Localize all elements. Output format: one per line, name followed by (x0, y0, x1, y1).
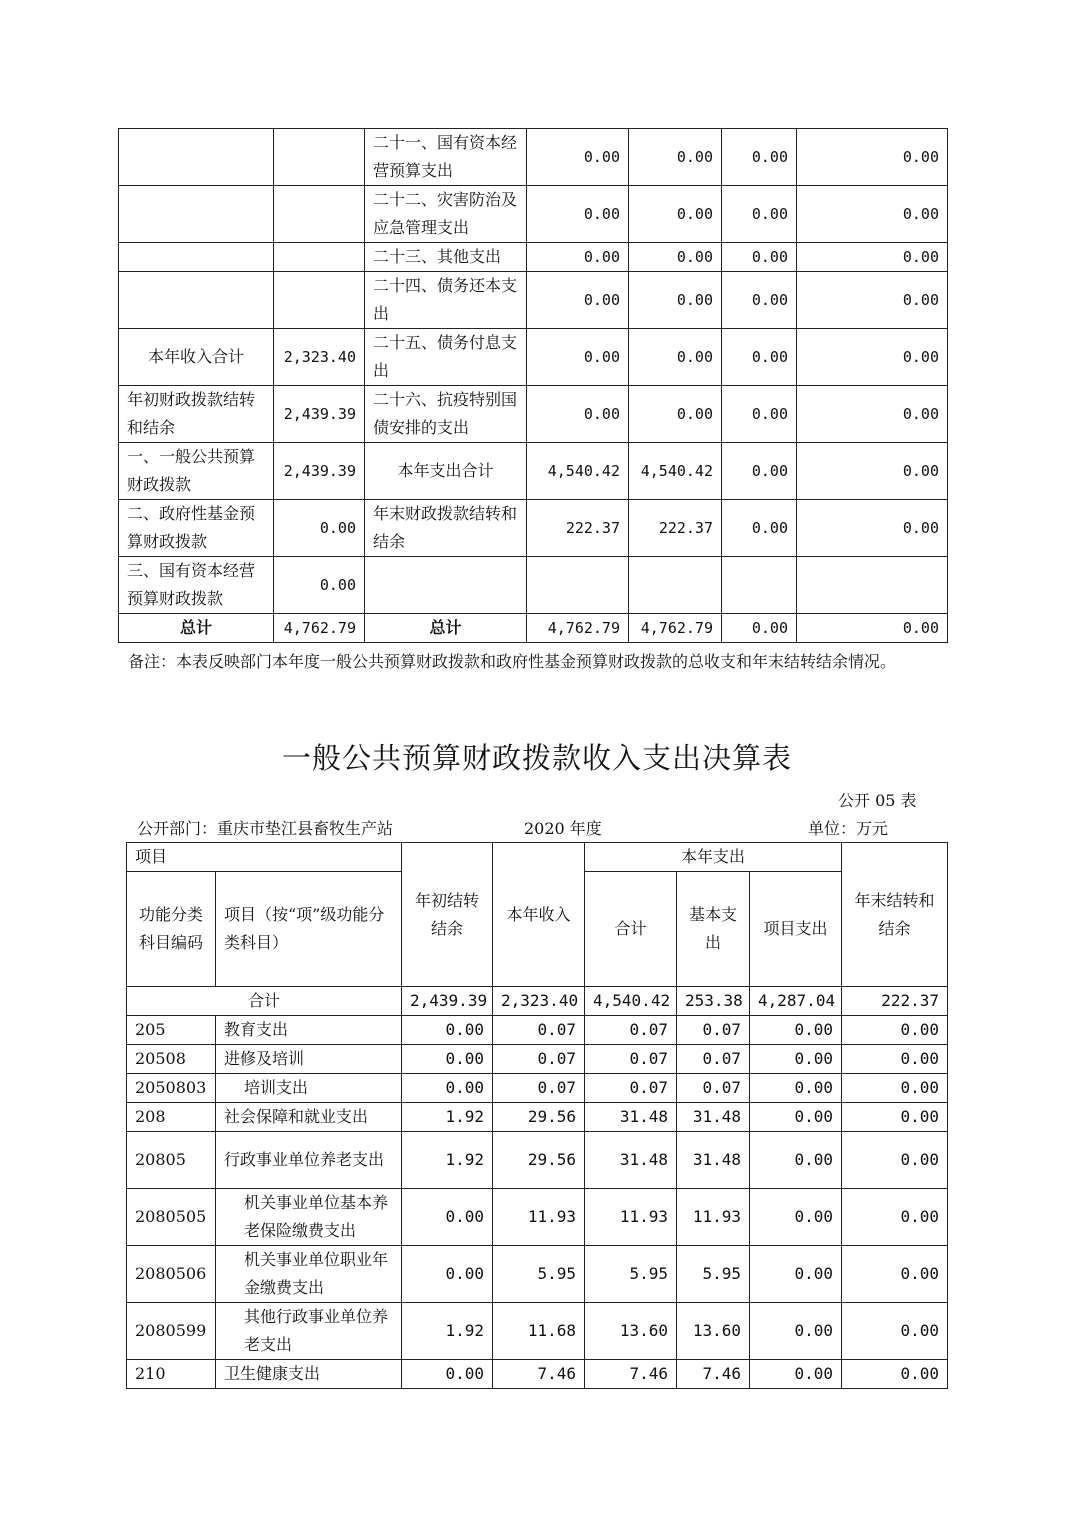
table-row (119, 329, 948, 386)
left-value: 0.00 (274, 557, 365, 614)
header-expense-group: 本年支出 (585, 843, 842, 872)
value-cell: 0.00 (527, 186, 629, 243)
value-cell: 0.07 (677, 1045, 750, 1074)
department-label: 公开部门：重庆市垫江县畜牧生产站 (137, 819, 394, 838)
table-row (127, 1016, 948, 1045)
right-label: 二十三、其他支出 (365, 243, 527, 272)
value-cell: 0.00 (722, 443, 797, 500)
value-cell: 7.46 (677, 1360, 750, 1389)
header-project: 项目支出 (750, 872, 842, 987)
value-cell: 31.48 (677, 1103, 750, 1132)
value-cell: 0.00 (750, 1103, 842, 1132)
fiscal-summary-table (118, 128, 948, 643)
header-code: 功能分类科目编码 (127, 872, 216, 987)
value-cell: 0.07 (585, 1016, 677, 1045)
left-value (274, 129, 365, 186)
value-cell: 253.38 (677, 987, 750, 1016)
value-cell: 0.00 (722, 329, 797, 386)
left-value: 2,439.39 (274, 443, 365, 500)
value-cell: 0.00 (797, 272, 948, 329)
value-cell: 0.00 (797, 329, 948, 386)
value-cell: 0.07 (493, 1074, 585, 1103)
total-value: 4,762.79 (274, 614, 365, 643)
value-cell: 0.00 (527, 386, 629, 443)
name-cell: 机关事业单位基本养老保险缴费支出 (216, 1189, 402, 1246)
table-row (119, 443, 948, 500)
value-cell: 222.37 (842, 987, 948, 1016)
value-cell: 0.00 (797, 186, 948, 243)
name-cell: 培训支出 (216, 1074, 402, 1103)
table-row (119, 272, 948, 329)
value-cell: 0.00 (797, 443, 948, 500)
value-cell: 0.07 (585, 1045, 677, 1074)
header-name: 项目（按“项”级功能分类科目） (216, 872, 402, 987)
value-cell: 0.00 (842, 1132, 948, 1189)
header-basic: 基本支出 (677, 872, 750, 987)
value-cell: 0.07 (677, 1074, 750, 1103)
left-value (274, 243, 365, 272)
value-cell: 2,439.39 (402, 987, 493, 1016)
value-cell (527, 557, 629, 614)
value-cell: 0.00 (629, 386, 722, 443)
table-row (127, 1045, 948, 1074)
value-cell: 0.00 (722, 272, 797, 329)
header-opening: 年初结转结余 (402, 843, 493, 987)
code-cell: 210 (127, 1360, 216, 1389)
name-cell: 机关事业单位职业年金缴费支出 (216, 1246, 402, 1303)
value-cell: 13.60 (677, 1303, 750, 1360)
name-cell: 进修及培训 (216, 1045, 402, 1074)
value-cell: 0.00 (797, 129, 948, 186)
value-cell: 0.00 (750, 1132, 842, 1189)
right-label: 本年支出合计 (365, 443, 527, 500)
value-cell: 7.46 (493, 1360, 585, 1389)
table-row (127, 1303, 948, 1360)
fiscal-year: 2020 年度 (524, 819, 602, 838)
unit-label: 单位：万元 (808, 819, 889, 838)
value-cell: 0.00 (722, 500, 797, 557)
value-cell: 0.00 (750, 1246, 842, 1303)
value-cell: 0.00 (722, 386, 797, 443)
value-cell: 0.00 (842, 1103, 948, 1132)
header-income: 本年收入 (493, 843, 585, 987)
code-cell: 2080505 (127, 1189, 216, 1246)
sum-label: 合计 (127, 987, 402, 1016)
value-cell: 4,540.42 (629, 443, 722, 500)
value-cell: 0.07 (677, 1016, 750, 1045)
value-cell: 29.56 (493, 1103, 585, 1132)
value-cell: 0.00 (842, 1189, 948, 1246)
value-cell: 0.00 (750, 1074, 842, 1103)
value-cell: 0.00 (750, 1360, 842, 1389)
name-cell: 其他行政事业单位养老支出 (216, 1303, 402, 1360)
value-cell: 0.00 (842, 1303, 948, 1360)
value-cell: 0.00 (842, 1360, 948, 1389)
value-cell: 0.00 (402, 1016, 493, 1045)
left-label (119, 243, 274, 272)
value-cell: 222.37 (629, 500, 722, 557)
value-cell: 0.00 (527, 129, 629, 186)
left-label: 一、一般公共预算财政拨款 (119, 443, 274, 500)
code-cell: 20508 (127, 1045, 216, 1074)
value-cell: 0.00 (629, 129, 722, 186)
name-cell: 行政事业单位养老支出 (216, 1132, 402, 1189)
value-cell (722, 557, 797, 614)
left-label: 年初财政拨款结转和结余 (119, 386, 274, 443)
value-cell: 0.00 (750, 1016, 842, 1045)
right-label: 二十六、抗疫特别国债安排的支出 (365, 386, 527, 443)
value-cell: 4,540.42 (585, 987, 677, 1016)
code-cell: 2080506 (127, 1246, 216, 1303)
table-row (127, 1074, 948, 1103)
table-row (127, 1189, 948, 1246)
table-row (119, 500, 948, 557)
value-cell: 0.00 (750, 1303, 842, 1360)
value-cell: 11.93 (493, 1189, 585, 1246)
value-cell: 0.07 (493, 1016, 585, 1045)
value-cell: 0.00 (797, 614, 948, 643)
table-row (127, 1246, 948, 1303)
value-cell: 0.00 (797, 386, 948, 443)
table-number: 公开 05 表 (838, 791, 917, 810)
value-cell: 2,323.40 (493, 987, 585, 1016)
table-note: 备注：本表反映部门本年度一般公共预算财政拨款和政府性基金预算财政拨款的总收支和年末结转结余情况。 (128, 652, 897, 671)
code-cell: 2080599 (127, 1303, 216, 1360)
table-row (119, 186, 948, 243)
total-label: 总计 (365, 614, 527, 643)
value-cell: 11.68 (493, 1303, 585, 1360)
value-cell: 222.37 (527, 500, 629, 557)
left-label: 二、政府性基金预算财政拨款 (119, 500, 274, 557)
left-value: 2,439.39 (274, 386, 365, 443)
right-label: 二十四、债务还本支出 (365, 272, 527, 329)
left-label: 三、国有资本经营预算财政拨款 (119, 557, 274, 614)
value-cell: 11.93 (585, 1189, 677, 1246)
value-cell: 0.00 (750, 1045, 842, 1074)
value-cell: 7.46 (585, 1360, 677, 1389)
table-row (127, 1360, 948, 1389)
name-cell: 教育支出 (216, 1016, 402, 1045)
value-cell: 0.00 (722, 186, 797, 243)
value-cell: 31.48 (677, 1132, 750, 1189)
value-cell: 5.95 (585, 1246, 677, 1303)
name-cell: 社会保障和就业支出 (216, 1103, 402, 1132)
value-cell: 0.00 (842, 1045, 948, 1074)
left-value (274, 186, 365, 243)
total-label: 总计 (119, 614, 274, 643)
value-cell: 11.93 (677, 1189, 750, 1246)
header-row (127, 843, 948, 872)
value-cell: 4,762.79 (527, 614, 629, 643)
value-cell: 0.07 (493, 1045, 585, 1074)
left-label: 本年收入合计 (119, 329, 274, 386)
right-label: 二十二、灾害防治及应急管理支出 (365, 186, 527, 243)
value-cell: 0.00 (722, 614, 797, 643)
value-cell: 5.95 (493, 1246, 585, 1303)
value-cell: 0.00 (722, 129, 797, 186)
table-row (119, 557, 948, 614)
table-row (127, 1132, 948, 1189)
value-cell: 1.92 (402, 1303, 493, 1360)
right-label: 年末财政拨款结转和结余 (365, 500, 527, 557)
value-cell: 1.92 (402, 1103, 493, 1132)
value-cell: 31.48 (585, 1132, 677, 1189)
value-cell: 0.00 (402, 1360, 493, 1389)
table-row (127, 1103, 948, 1132)
value-cell (797, 557, 948, 614)
sum-row (127, 987, 948, 1016)
value-cell: 0.00 (722, 243, 797, 272)
left-label (119, 186, 274, 243)
value-cell: 0.00 (402, 1246, 493, 1303)
value-cell: 0.07 (585, 1074, 677, 1103)
value-cell: 31.48 (585, 1103, 677, 1132)
left-label (119, 129, 274, 186)
left-value: 2,323.40 (274, 329, 365, 386)
code-cell: 208 (127, 1103, 216, 1132)
table-row (119, 243, 948, 272)
value-cell: 0.00 (629, 272, 722, 329)
code-cell: 20805 (127, 1132, 216, 1189)
value-cell: 0.00 (527, 243, 629, 272)
left-value (274, 272, 365, 329)
right-label: 二十五、债务付息支出 (365, 329, 527, 386)
header-total: 合计 (585, 872, 677, 987)
value-cell: 4,540.42 (527, 443, 629, 500)
table-row (119, 129, 948, 186)
left-label (119, 272, 274, 329)
value-cell: 0.00 (842, 1074, 948, 1103)
value-cell: 4,287.04 (750, 987, 842, 1016)
value-cell: 1.92 (402, 1132, 493, 1189)
value-cell: 29.56 (493, 1132, 585, 1189)
header-item: 项目 (127, 843, 402, 872)
value-cell: 0.00 (797, 500, 948, 557)
value-cell: 0.00 (402, 1074, 493, 1103)
value-cell: 0.00 (527, 329, 629, 386)
value-cell: 0.00 (629, 243, 722, 272)
value-cell: 0.00 (402, 1045, 493, 1074)
value-cell (629, 557, 722, 614)
right-label: 二十一、国有资本经营预算支出 (365, 129, 527, 186)
value-cell: 5.95 (677, 1246, 750, 1303)
value-cell: 0.00 (797, 243, 948, 272)
value-cell: 13.60 (585, 1303, 677, 1360)
code-cell: 2050803 (127, 1074, 216, 1103)
value-cell: 0.00 (629, 329, 722, 386)
general-budget-table (126, 842, 948, 1389)
left-value: 0.00 (274, 500, 365, 557)
header-closing: 年末结转和结余 (842, 843, 948, 987)
value-cell: 0.00 (527, 272, 629, 329)
total-row (119, 614, 948, 643)
right-label (365, 557, 527, 614)
value-cell: 4,762.79 (629, 614, 722, 643)
value-cell: 0.00 (842, 1016, 948, 1045)
value-cell: 0.00 (842, 1246, 948, 1303)
page-title: 一般公共预算财政拨款收入支出决算表 (281, 741, 792, 775)
code-cell: 205 (127, 1016, 216, 1045)
value-cell: 0.00 (402, 1189, 493, 1246)
table-row (119, 386, 948, 443)
value-cell: 0.00 (629, 186, 722, 243)
name-cell: 卫生健康支出 (216, 1360, 402, 1389)
value-cell: 0.00 (750, 1189, 842, 1246)
